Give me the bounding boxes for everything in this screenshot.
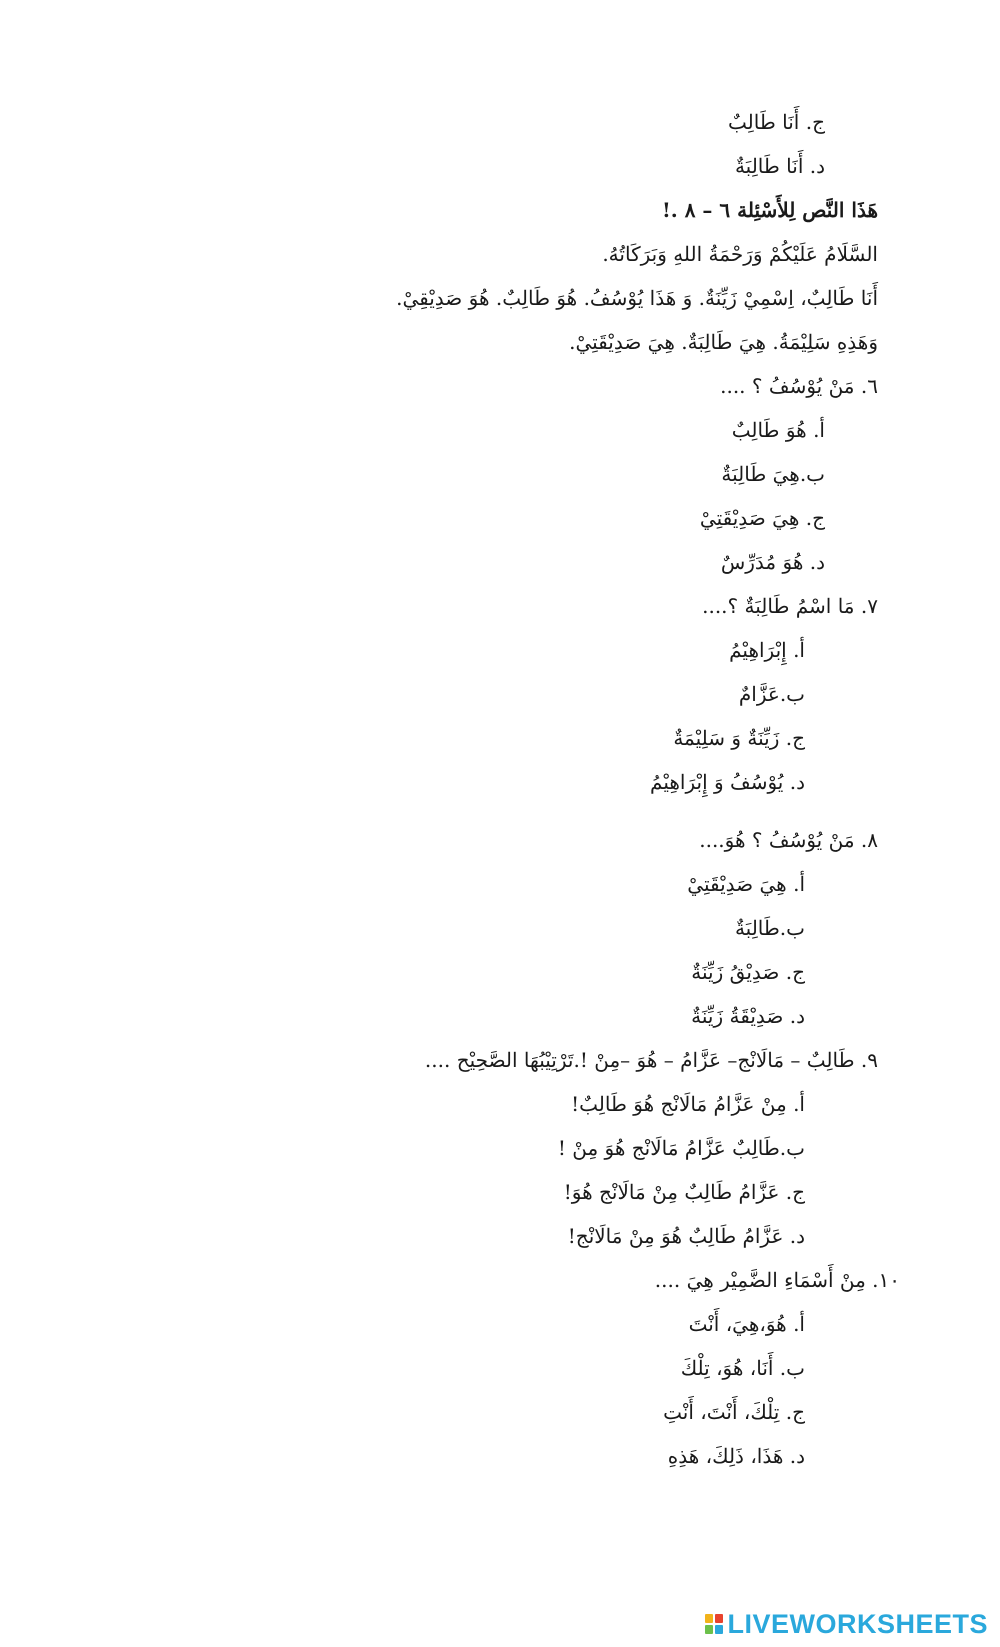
text-line: د. هُوَ مُدَرِّسٌ — [720, 550, 825, 574]
logo-square-blue — [715, 1625, 723, 1634]
text-line: ٩. طَالِبٌ – مَالَانْج– عَزَّامُ – هُوَ –مِنْ !.تَرْتِيْبُهَا الصَّحِيْح .... — [424, 1048, 878, 1072]
text-line: د. عَزَّامُ طَالِبٌ هُوَ مِنْ مَالَانْج! — [567, 1224, 805, 1248]
logo-square-yellow — [705, 1614, 713, 1623]
text-line: ج. عَزَّامُ طَالِبٌ مِنْ مَالَانْج هُوَ! — [563, 1180, 805, 1204]
text-line: ج. صَدِيْقُ زَيِّنَةٌ — [691, 960, 805, 984]
text-line: أ. هِيَ صَدِيْقَتِيْ — [687, 872, 805, 896]
text-line: ب.عَزَّامٌ — [738, 682, 805, 706]
text-line: د. يُوْسُفُ وَ إِبْرَاهِيْمُ — [650, 770, 805, 794]
logo-text: LIVEWORKSHEETS — [727, 1608, 988, 1639]
text-line: السَّلَامُ عَلَيْكُمْ وَرَحْمَةُ اللهِ وَبَرَكَاتُهُ. — [602, 242, 878, 266]
liveworksheets-logo — [705, 1609, 988, 1639]
text-line: أ. مِنْ عَزَّامُ مَالَانْج هُوَ طَالِبٌ! — [571, 1092, 805, 1116]
text-line: أ. إِبْرَاهِيْمُ — [729, 638, 805, 662]
text-line: أَنَا طَالِبٌ، اِسْمِيْ زَيِّنَةٌ. وَ هَذَا يُوْسُفُ. هُوَ طَالِبٌ. هُوَ صَدِيْقِيْ. — [396, 286, 878, 310]
text-line: د. أَنَا طَالِبَةٌ — [734, 154, 825, 178]
text-line: وَهَذِهِ سَلِيْمَةُ. هِيَ طَالِبَةٌ. هِيَ صَدِيْقَتِيْ. — [569, 330, 878, 354]
text-line: ج. تِلْكَ، أَنْتَ، أَنْتِ — [663, 1400, 805, 1424]
logo-square-green — [705, 1625, 713, 1634]
text-line: ٨. مَنْ يُوْسُفُ ؟ هُوَ.... — [699, 828, 878, 852]
text-line: ب.طَالِبٌ عَزَّامُ مَالَانْج هُوَ مِنْ ! — [557, 1136, 805, 1160]
text-line: ١٠. مِنْ أَسْمَاءِ الضَّمِيْر هِيَ .... — [654, 1268, 900, 1292]
liveworksheets-logo-icon — [705, 1614, 723, 1634]
text-line: ج. زَيِّنَةٌ وَ سَلِيْمَةٌ — [673, 726, 805, 750]
logo-square-red — [715, 1614, 723, 1623]
text-line: ٦. مَنْ يُوْسُفُ ؟ .... — [720, 374, 878, 398]
passage-heading: هَذَا النَّص لِلأَسْئِلة ٦ – ٨ .! — [662, 198, 878, 222]
text-line: ب.هِيَ طَالِبَةٌ — [721, 462, 825, 486]
text-line: ج. هِيَ صَدِيْقَتِيْ — [699, 506, 825, 530]
text-line: د. صَدِيْقَةُ زَيِّنَةٌ — [691, 1004, 805, 1028]
text-line: ٧. مَا اسْمُ طَالِبَةٌ ؟.... — [702, 594, 878, 618]
text-line: أ. هُوَ،هِيَ، أَنْتَ — [688, 1312, 805, 1336]
text-line: د. هَذَا، ذَلِكَ، هَذِهِ — [667, 1444, 805, 1468]
text-line: أ. هُوَ طَالِبٌ — [731, 418, 825, 442]
text-line: ب. أَنَا، هُوَ، تِلْكَ — [680, 1356, 805, 1380]
text-line: ج. أَنَا طَالِبٌ — [728, 110, 825, 134]
text-line: ب.طَالِبَةٌ — [734, 916, 805, 940]
